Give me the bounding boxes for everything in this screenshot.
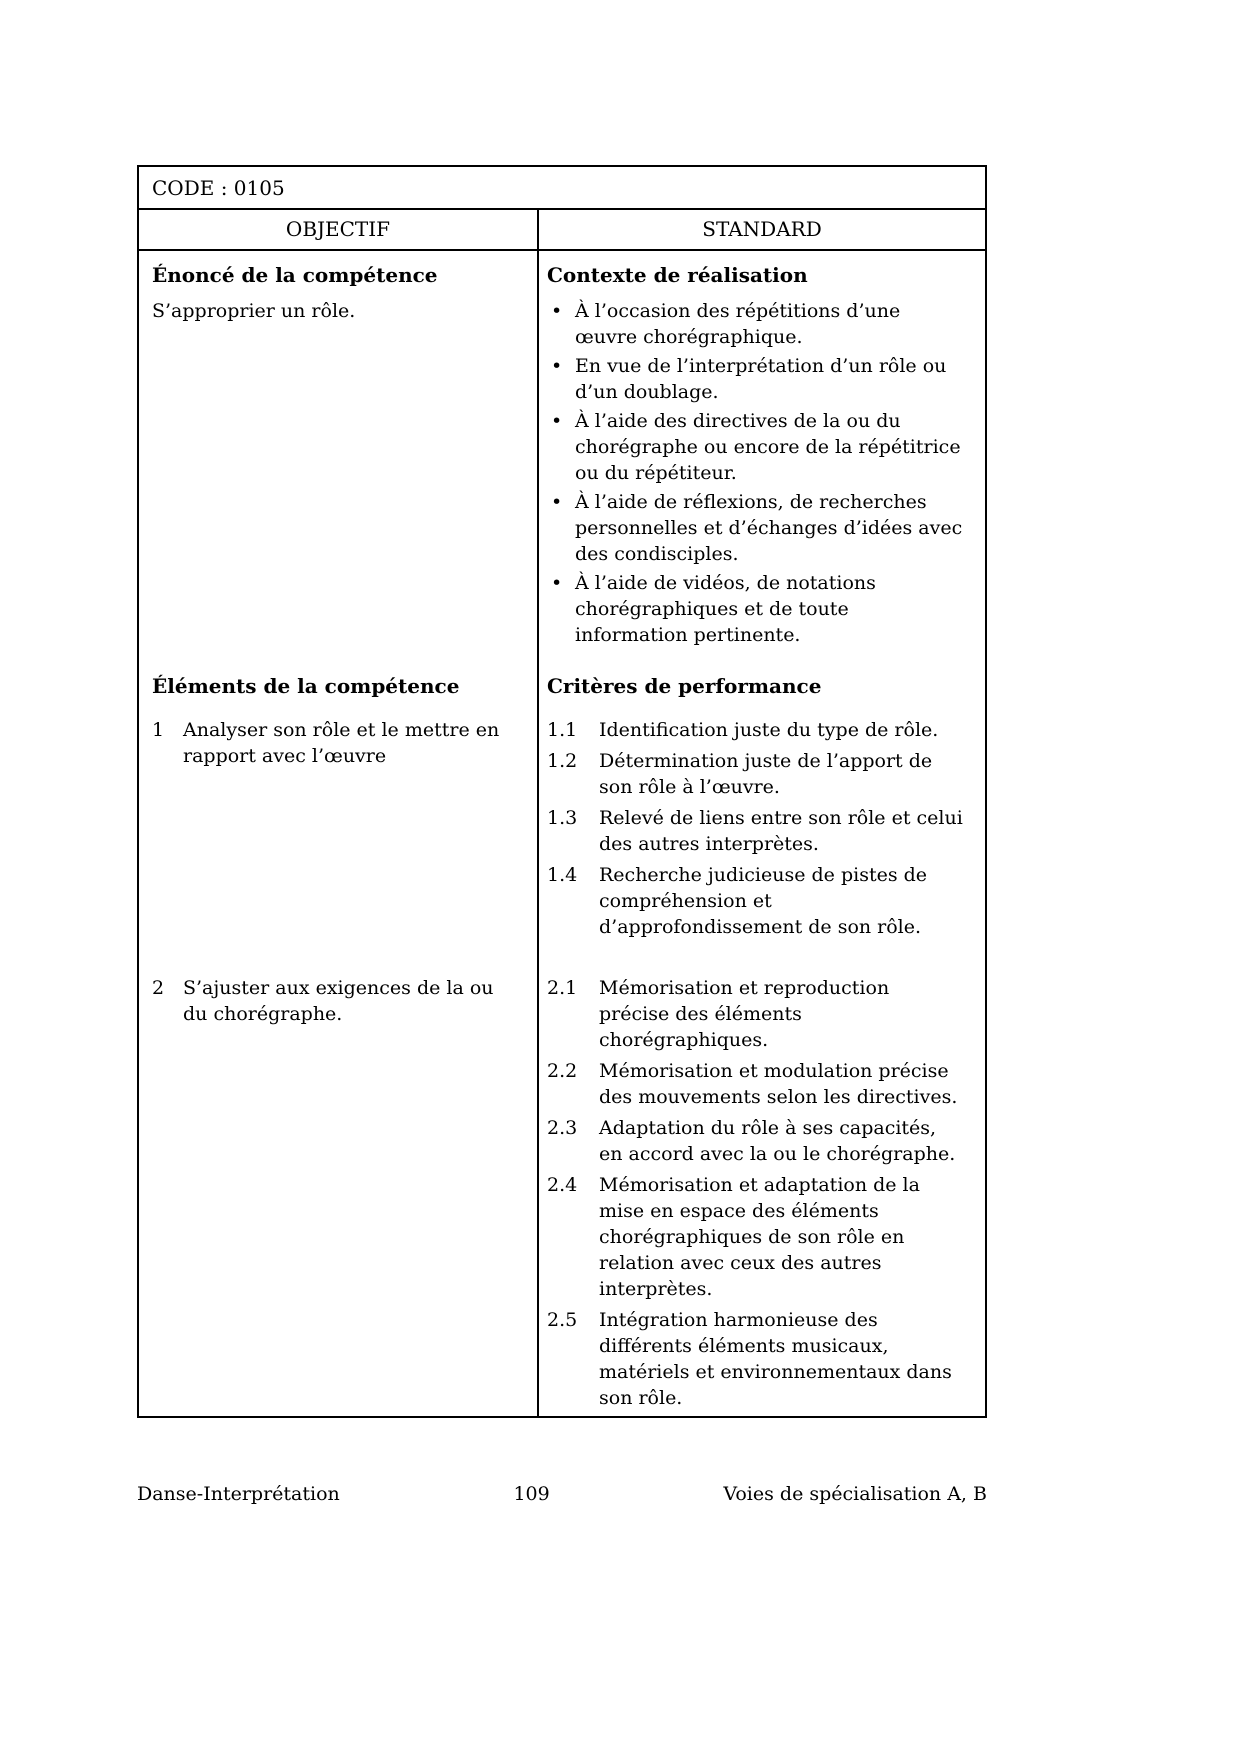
criterion-number: 2.3 (547, 1117, 578, 1139)
criterion-text: Mémorisation et modulation précise des mouvements selon les directives. (599, 1060, 958, 1108)
element-number: 2 (152, 977, 165, 999)
section-heading-elements: Éléments de la compétence (152, 674, 460, 698)
criterion-number: 1.2 (547, 750, 578, 772)
criterion-text: Adaptation du rôle à ses capacités, en accord avec la ou le chorégraphe. (599, 1117, 956, 1165)
section-heading-enonce: Énoncé de la compétence (152, 263, 438, 287)
criterion-text: Identification juste du type de rôle. (599, 719, 939, 741)
bullet-icon: • (551, 410, 563, 432)
criterion-row (547, 1115, 965, 1167)
criterion-text: Intégration harmonieuse des différents éléments musicaux, matériels et environnementaux dans son rôle. (599, 1309, 952, 1409)
criterion-number: 2.5 (547, 1309, 578, 1331)
cell-element-2 (139, 945, 539, 1416)
criterion-text: Mémorisation et adaptation de la mise en espace des éléments chorégraphiques de son rôle en relation avec ceux des autres interprètes. (599, 1174, 920, 1300)
criterion-number: 1.1 (547, 719, 578, 741)
section-heading-contexte: Contexte de réalisation (547, 263, 808, 287)
criterion-row (547, 748, 965, 800)
context-bullet-list (547, 298, 965, 648)
page-footer (137, 1483, 987, 1505)
criterion-number: 2.2 (547, 1060, 578, 1082)
criterion-row (547, 1058, 965, 1110)
criterion-number: 1.3 (547, 807, 578, 829)
cell-enonce (139, 251, 539, 651)
criterion-text: Mémorisation et reproduction précise des éléments chorégraphiques. (599, 977, 890, 1051)
criterion-text: Recherche judicieuse de pistes de compréhension et d’approfondissement de son rôle. (599, 864, 928, 938)
list-item (547, 408, 965, 486)
code-label: CODE : 0105 (152, 175, 285, 200)
bullet-icon: • (551, 572, 563, 594)
element-row (152, 717, 521, 769)
bullet-icon: • (551, 300, 563, 322)
cell-criteres-heading (539, 651, 985, 709)
criterion-row (547, 1307, 965, 1411)
bullet-icon: • (551, 491, 563, 513)
cell-elements-heading (139, 651, 539, 709)
bullet-text: À l’occasion des répétitions d’une œuvre chorégraphique. (575, 300, 901, 348)
cell-contexte (539, 251, 985, 651)
criterion-number: 2.1 (547, 977, 578, 999)
list-item (547, 489, 965, 567)
criterion-row (547, 805, 965, 857)
element-text: S’ajuster aux exigences de la ou du chorégraphe. (183, 977, 494, 1025)
element-text: Analyser son rôle et le mettre en rapport avec l’œuvre (183, 719, 500, 767)
criterion-number: 2.4 (547, 1174, 578, 1196)
bullet-text: À l’aide de vidéos, de notations chorégraphiques et de toute information pertinente. (575, 572, 876, 646)
cell-criteria-2 (539, 945, 985, 1416)
bullet-text: En vue de l’interprétation d’un rôle ou d’un doublage. (575, 355, 947, 403)
criterion-row (547, 717, 965, 743)
criterion-text: Détermination juste de l’apport de son rôle à l’œuvre. (599, 750, 933, 798)
code-row (139, 167, 985, 210)
criterion-number: 1.4 (547, 864, 578, 886)
footer-page-number: 109 (513, 1483, 550, 1505)
cell-element-1 (139, 709, 539, 945)
list-item (547, 298, 965, 350)
header-objectif: OBJECTIF (139, 210, 539, 249)
criterion-text: Relevé de liens entre son rôle et celui des autres interprètes. (599, 807, 963, 855)
column-header-row (139, 210, 985, 251)
section-heading-criteres: Critères de performance (547, 674, 822, 698)
bullet-text: À l’aide des directives de la ou du chorégraphe ou encore de la répétitrice ou du répétiteur. (575, 410, 961, 484)
element-row (152, 975, 521, 1027)
footer-section-title: Voies de spécialisation A, B (723, 1483, 987, 1505)
criterion-row (547, 1172, 965, 1302)
list-item (547, 353, 965, 405)
table-body (139, 251, 985, 1416)
competency-table (137, 165, 987, 1418)
criterion-row (547, 862, 965, 940)
footer-document-title: Danse-Interprétation (137, 1483, 340, 1505)
competence-statement: S’approprier un rôle. (152, 300, 356, 322)
bullet-text: À l’aide de réflexions, de recherches personnelles et d’échanges d’idées avec des condisciples. (575, 491, 963, 565)
element-number: 1 (152, 719, 165, 741)
bullet-icon: • (551, 355, 563, 377)
list-item (547, 570, 965, 648)
cell-criteria-1 (539, 709, 985, 945)
criterion-row (547, 975, 965, 1053)
header-standard: STANDARD (702, 217, 822, 241)
